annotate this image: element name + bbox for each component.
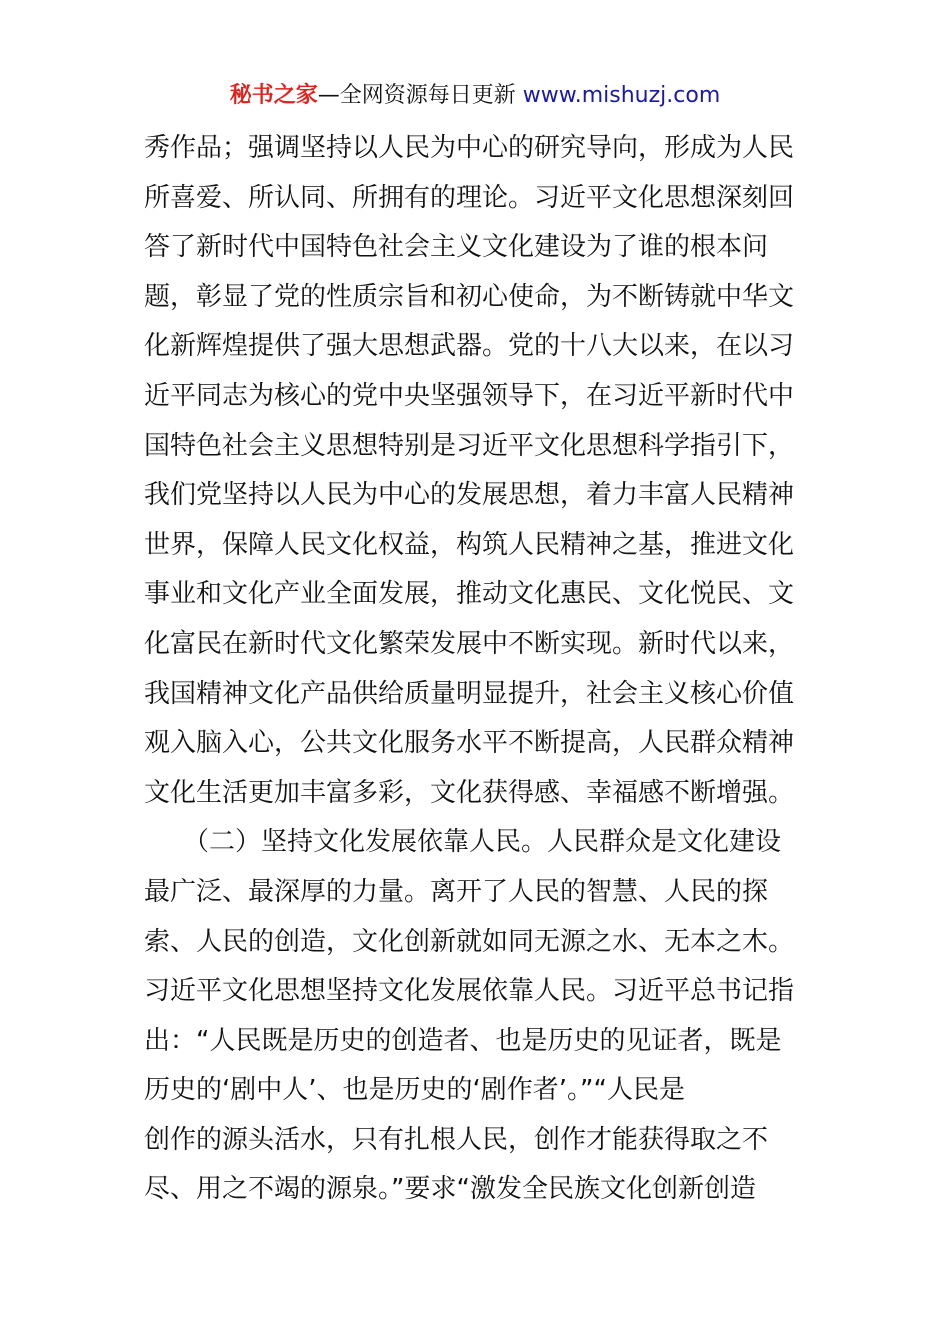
text-line: 观入脑入心，公共文化服务水平不断提高，人民群众精神 — [144, 728, 795, 759]
text-line: 出：“人民既是历史的创造者、也是历史的见证者，既是 — [144, 1025, 782, 1056]
text-line: 近平同志为核心的党中央坚强领导下，在习近平新时代中 — [144, 380, 795, 411]
text-line: 索、人民的创造，文化创新就如同无源之水、无本之木。 — [144, 926, 795, 957]
text-line: 最广泛、最深厚的力量。离开了人民的智慧、人民的探 — [144, 876, 769, 907]
text-line: 尽、用之不竭的源泉。”要求“激发全民族文化创新创造 — [144, 1174, 756, 1205]
site-brand: 秘书之家 — [229, 83, 318, 108]
site-url: www.mishuzj.com — [522, 83, 721, 108]
text-line: 习近平文化思想坚持文化发展依靠人民。习近平总书记指 — [144, 976, 795, 1007]
text-line: 事业和文化产业全面发展，推动文化惠民、文化悦民、文 — [144, 579, 795, 610]
text-line: 题，彰显了党的性质宗旨和初心使命，为不断铸就中华文 — [144, 281, 795, 312]
text-line: 我们党坚持以人民为中心的发展思想，着力丰富人民精神 — [144, 480, 795, 511]
text-line: 历史的‘剧中人’、也是历史的‘剧作者’。”“人民是 — [144, 1075, 685, 1106]
page-header — [0, 80, 950, 112]
site-tagline: —全网资源每日更新 — [317, 83, 523, 108]
text-line: 化新辉煌提供了强大思想武器。党的十八大以来，在以习 — [144, 331, 795, 362]
text-line: 秀作品；强调坚持以人民为中心的研究导向，形成为人民 — [144, 133, 795, 163]
text-line: 创作的源头活水，只有扎根人民，创作才能获得取之不 — [144, 1124, 769, 1155]
text-line: 答了新时代中国特色社会主义文化建设为了谁的根本问 — [144, 232, 769, 263]
document-body — [144, 124, 810, 1215]
text-line: 所喜爱、所认同、所拥有的理论。习近平文化思想深刻回 — [144, 182, 795, 213]
text-line: 文化生活更加丰富多彩，文化获得感、幸福感不断增强。 — [144, 777, 795, 808]
text-line: 化富民在新时代文化繁荣发展中不断实现。新时代以来， — [144, 628, 795, 659]
text-line: 我国精神文化产品供给质量明显提升，社会主义核心价值 — [144, 678, 795, 709]
text-line: 国特色社会主义思想特别是习近平文化思想科学指引下， — [144, 430, 795, 461]
text-line: 世界，保障人民文化权益，构筑人民精神之基，推进文化 — [144, 529, 795, 560]
text-line: （二）坚持文化发展依靠人民。人民群众是文化建设 — [144, 827, 782, 858]
